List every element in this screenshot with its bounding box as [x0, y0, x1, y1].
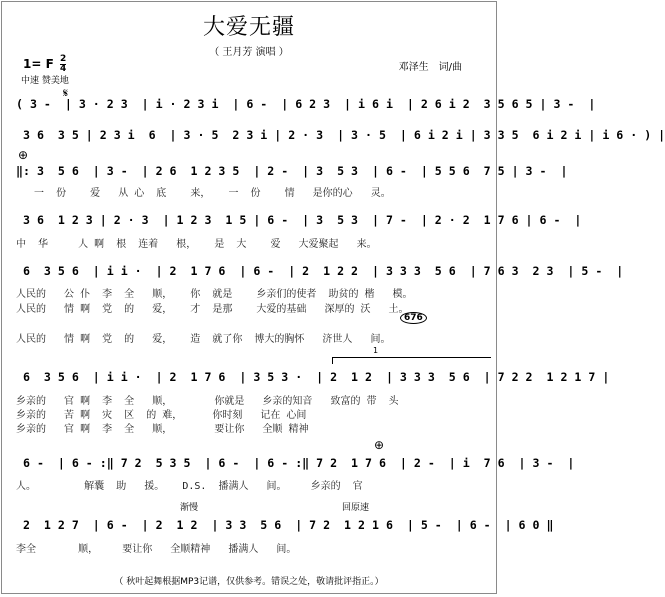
- lyric-row-8: 李全 顺， 要让你 全顺精神 播满人 间。: [16, 544, 297, 555]
- lyric-row-4: 中 华 人 啊 根 连着 根， 是 大 爱 大爱聚起 来。: [16, 239, 377, 250]
- coda-sign: ⊕: [18, 148, 29, 162]
- first-ending-number: 1: [373, 346, 379, 355]
- ritardando-marking: 渐慢: [180, 503, 199, 513]
- circled-notes: 676: [400, 312, 427, 324]
- coda-sign-2: ⊕: [374, 438, 385, 452]
- staff-row-3: ‖: 3 5 6 | 3 - | 2 6 1 2 3 5 | 2 - | 3 5 3 | 6 - | 5 5 6 7 5 | 3 - |: [16, 164, 568, 178]
- lyric-row-6c: 乡亲的 官 啊 李 全 顺， 要让你 全顺 精神: [16, 424, 309, 435]
- song-title: 大爱无疆: [202, 15, 295, 40]
- lyric-row-5b: 人民的 情 啊 党 的 爱， 才 是那 大爱的基础 深厚的 沃 土。: [16, 304, 409, 315]
- key-signature: [23, 55, 66, 74]
- time-denominator: 4: [59, 64, 67, 74]
- staff-row-8: 2 1 2 7 | 6 - | 2 1 2 | 3 3 5 6 | 7 2 1 2 1 6 | 5 - | 6 - | 6 0 ‖: [16, 518, 554, 532]
- lyric-row-6b: 乡亲的 苦 啊 灾 区 的 难， 你时刻 记在 心间: [16, 410, 307, 421]
- first-ending-bracket: [332, 346, 491, 364]
- transcriber-note: （ 秋叶起舞根据MP3记谱，仅供参考。错误之处，敬请批评指正。）: [114, 577, 384, 587]
- composer-credit: 邓泽生 词/曲: [398, 62, 462, 73]
- lyric-row-3: 一 份 爱 从 心 底 来， 一 份 情 是你的心 灵。: [16, 188, 391, 199]
- staff-row-1: ( 3 - | 3 · 2 3 | i · 2 3 i | 6 - | 6 2 3 | i 6 i | 2 6 i 2 3 5 6 5 | 3 - |: [16, 97, 596, 111]
- key-label: 1= F: [23, 57, 54, 71]
- lyric-row-7: 人。 解囊 助 援。 D.S. 播满人 间。 乡亲的 官: [16, 481, 363, 492]
- segno-sign: 𝄋: [63, 86, 69, 100]
- time-numerator: 2: [59, 54, 67, 64]
- time-signature: [60, 55, 66, 74]
- lyric-row-5a: 人民的 公 仆 李 全 顺， 你 就是 乡亲们的使者 助贫的 楷 模。: [16, 289, 413, 300]
- score-sheet: [1, 1, 665, 594]
- performer-credit: （ 王月芳 演唱 ）: [209, 47, 289, 58]
- tempo-marking: 中速 赞美地: [21, 76, 69, 86]
- lyric-row-6a: 乡亲的 官 啊 李 全 顺， 你就是 乡亲的知音 致富的 带 头: [16, 396, 399, 407]
- staff-row-2: 3 6 3 5 | 2 3 i 6 | 3 · 5 2 3 i | 2 · 3 | 3 · 5 | 6 i 2 i | 3 3 5 6 i 2 i | i 6 · ) |: [16, 128, 665, 142]
- lyric-row-5c: 人民的 情 啊 党 的 爱， 造 就了你 博大的胸怀 济世人 间。: [16, 334, 391, 345]
- staff-row-6: 6 3 5 6 | i i · | 2 1 7 6 | 3 5 3 · | 2 1 2 | 3 3 3 5 6 | 7 2 2 1 2 1 7 |: [16, 370, 610, 384]
- a-tempo-marking: 回原速: [342, 503, 370, 513]
- staff-row-5: 6 3 5 6 | i i · | 2 1 7 6 | 6 - | 2 1 2 2 | 3 3 3 5 6 | 7 6 3 2 3 | 5 - |: [16, 264, 624, 278]
- staff-row-7: 6 - | 6 - :‖ 7 2 5 3 5 | 6 - | 6 - :‖ 7 2 1 7 6 | 2 - | i 7 6 | 3 - |: [16, 456, 575, 470]
- staff-row-4: 3 6 1 2 3 | 2 · 3 | 1 2 3 1 5 | 6 - | 3 5 3 | 7 - | 2 · 2 1 7 6 | 6 - |: [16, 213, 582, 227]
